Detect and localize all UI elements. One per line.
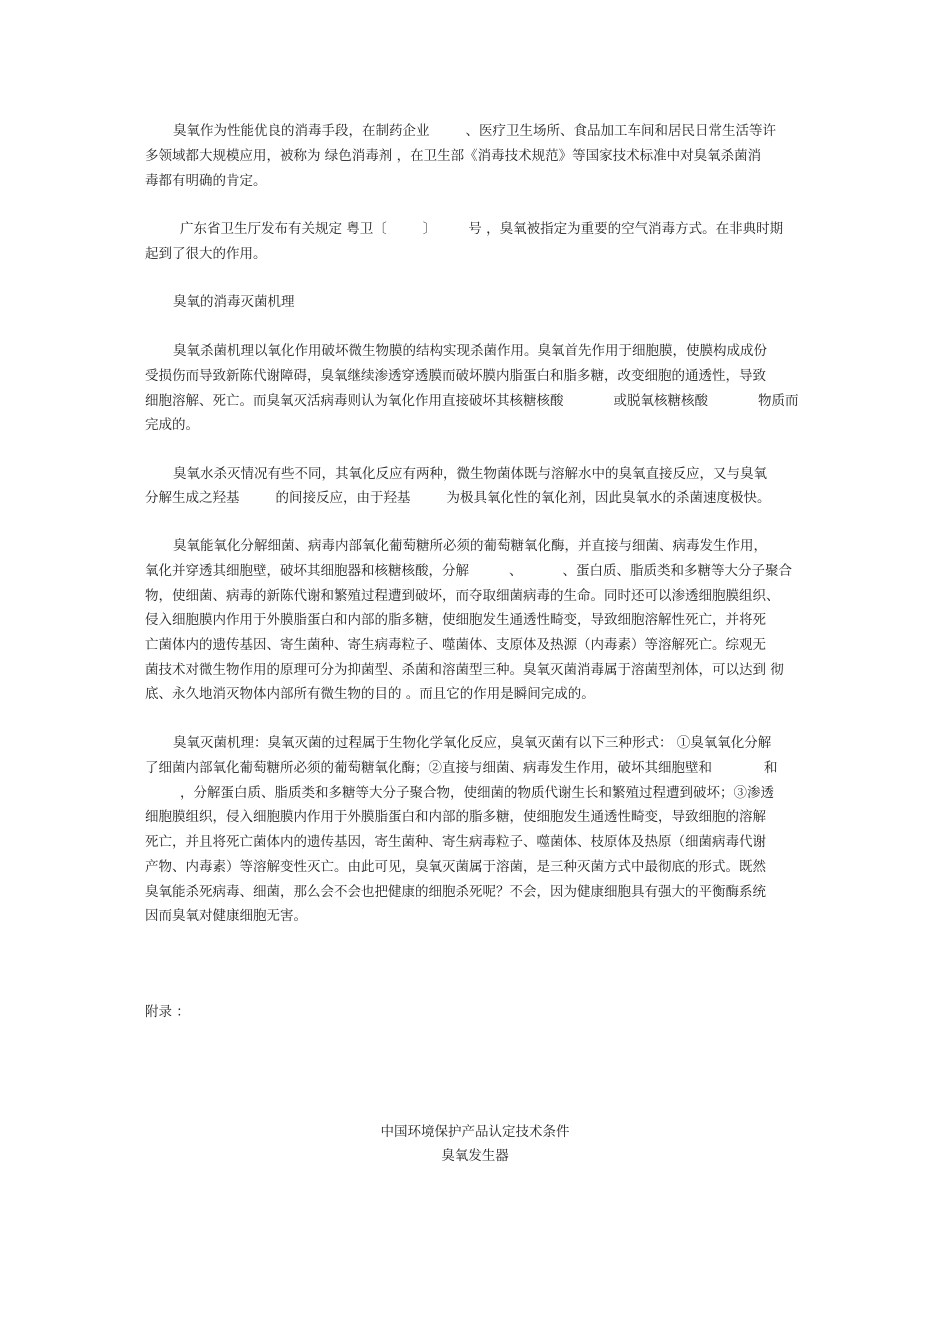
section-heading: 臭氧的消毒灭菌机理: [173, 294, 295, 310]
paragraph-line: 了细菌内部氧化葡萄糖所必须的葡萄糖氧化酶；②直接与细菌、病毒发生作用，破坏其细胞壁和 和: [145, 760, 778, 776]
paragraph-line: 臭氧水杀灭情况有些不同，其氧化反应有两种，微生物菌体既与溶解水中的臭氧直接反应，又与臭氧: [173, 466, 767, 482]
paragraph-line: 菌技术对微生物作用的原理可分为抑菌型、杀菌和溶菌型三种。臭氧灭菌消毒属于溶菌型剂体，可以达到 彻: [145, 662, 784, 678]
paragraph-line: 起到了很大的作用。: [145, 246, 267, 262]
paragraph-line: 受损伤而导致新陈代谢障碍，臭氧继续渗透穿透膜而破坏膜内脂蛋白和脂多糖，改变细胞的通透性，导致: [145, 368, 766, 384]
paragraph-line: 因而臭氧对健康细胞无害。: [145, 908, 307, 924]
paragraph-line: 臭氧灭菌机理：臭氧灭菌的过程属于生物化学氧化反应，臭氧灭菌有以下三种形式： ①臭氧氧化分解: [173, 735, 772, 751]
paragraph-line: 亡菌体内的遗传基因、寄生菌种、寄生病毒粒子、噬菌体、支原体及热源（内毒素）等溶解死亡。综观无: [145, 637, 766, 653]
paragraph-line: 臭氧作为性能优良的消毒手段，在制药企业 、医疗卫生场所、食品加工车间和居民日常生活等许: [173, 123, 776, 139]
paragraph-line: 完成的。: [145, 417, 199, 433]
paragraph-line: 氧化并穿透其细胞壁，破坏其细胞器和核糖核酸，分解 、 、蛋白质、脂质类和多糖等大分子聚合: [145, 563, 792, 579]
paragraph-line: 多领域都大规模应用，被称为 绿色消毒剂 ，在卫生部《消毒技术规范》等国家技术标准中对臭氧杀菌消: [145, 148, 762, 164]
paragraph-line: 物，使细菌、病毒的新陈代谢和繁殖过程遭到破坏，而夺取细菌病毒的生命。同时还可以渗透细胞膜组织、: [145, 588, 780, 604]
paragraph-line: 侵入细胞膜内作用于外膜脂蛋白和内部的脂多糖，使细胞发生通透性畸变，导致细胞溶解性死亡，并将死: [145, 612, 766, 628]
paragraph-line: 臭氧能氧化分解细菌、病毒内部氧化葡萄糖所必须的葡萄糖氧化酶，并直接与细菌、病毒发生作用，: [173, 538, 767, 554]
paragraph-line: 臭氧杀菌机理以氧化作用破坏微生物膜的结构实现杀菌作用。臭氧首先作用于细胞膜，使膜构成成份: [173, 343, 767, 359]
paragraph-line: 广东省卫生厅发布有关规定 粤卫〔 〕 号 ，臭氧被指定为重要的空气消毒方式。在非典时期: [180, 221, 784, 237]
paragraph-line: 底、永久地消灭物体内部所有微生物的目的 。而且它的作用是瞬间完成的。: [145, 686, 595, 702]
paragraph-line: 细胞溶解、死亡。而臭氧灭活病毒则认为氧化作用直接破坏其核糖核酸 或脱氧核糖核酸 物质而: [145, 393, 799, 409]
appendix-label: 附录 ：: [145, 1004, 190, 1020]
paragraph-line: 产物、内毒素）等溶解变性灭亡。由此可见，臭氧灭菌属于溶菌，是三种灭菌方式中最彻底的形式。既然: [145, 859, 766, 875]
paragraph-line: 分解生成之羟基 的间接反应，由于羟基 为极具氧化性的氧化剂，因此臭氧水的杀菌速度极快。: [145, 490, 771, 506]
paragraph-line: 毒都有明确的肯定。: [145, 173, 267, 189]
paragraph-line: 死亡，并且将死亡菌体内的遗传基因，寄生菌种、寄生病毒粒子、噬菌体、枝原体及热原（细菌病毒代谢: [145, 834, 766, 850]
paragraph-line: ，分解蛋白质、脂质类和多糖等大分子聚合物，使细菌的物质代谢生长和繁殖过程遭到破坏；③渗透: [180, 785, 774, 801]
paragraph-line: 臭氧能杀死病毒、细菌，那么会不会也把健康的细胞杀死呢？不会，因为健康细胞具有强大的平衡酶系统: [145, 884, 766, 900]
standard-subtitle: 臭氧发生器: [441, 1148, 509, 1164]
paragraph-line: 细胞膜组织，侵入细胞膜内作用于外膜脂蛋白和内部的脂多糖，使细胞发生通透性畸变，导致细胞的溶解: [145, 809, 766, 825]
standard-title: 中国环境保护产品认定技术条件: [380, 1124, 570, 1140]
